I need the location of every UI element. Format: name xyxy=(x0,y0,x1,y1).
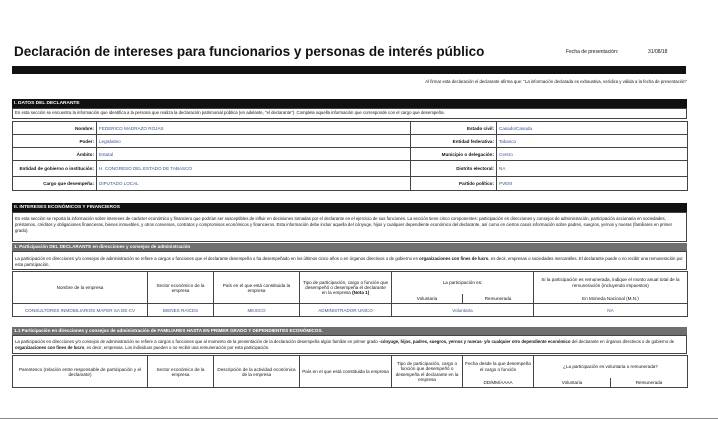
subsection-1-1-header: 1.1 Participación en direcciones y consejos de administración de FAMILIARES HASTA EN PRIMER GRADO Y DEPENDIENTES ECONÓMICOS. xyxy=(12,327,687,335)
party-value: PVEM xyxy=(497,177,688,191)
date-value: 31/08/18 xyxy=(648,49,668,55)
party-label: Partido político: xyxy=(411,177,497,191)
scope-value: Estatal xyxy=(97,148,411,161)
section-1-header: I. DATOS DEL DECLARANTE xyxy=(12,99,687,108)
description-bold-text: -cónyuge, hijos, padres, suegros, yernos y nueras- y/o cualquier otro dependiente económico xyxy=(379,339,571,344)
subsection-1-description xyxy=(12,251,687,270)
description-text: , es decir, empresas o sociedades mercantiles. El declarante puede o no recibir una remuneración por esta participación. xyxy=(15,256,683,267)
date-label: Fecha de presentación: xyxy=(566,49,619,55)
state-value: Tabasco xyxy=(497,135,688,148)
table-row xyxy=(13,177,688,191)
bottom-divider xyxy=(0,418,718,419)
district-label: Distrito electoral: xyxy=(411,161,497,177)
col-currency: En Moneda Nacional (M.N.) xyxy=(534,294,688,304)
civil-status-value: Casado/Casada xyxy=(497,122,688,135)
section-1-description: En esta sección se encuentra la información que identifica a la persona que realiza la declaración patrimonial pública (en adelante, "el declarante"). Complete aquella información que corresponde con el cargo que desempeña. xyxy=(12,108,687,119)
col-kinship: Parentesco (relación entre responsable de participación y el declarante) xyxy=(13,356,148,388)
description-text: La participación en direcciones y/o consejos de administración se refiere a cargos o funciones que al momento de la presentación de la declaración desempeña algún familiar en primer grado xyxy=(15,339,380,344)
subsection-1-header: 1. Participación DEL DECLARANTE en direcciones y consejos de administración xyxy=(12,243,687,251)
col-voluntary: Voluntaria xyxy=(534,378,611,388)
description-text: , es decir, empresas. Los individuos pueden o no recibir una remuneración por esta participación. xyxy=(84,345,270,350)
company-name-cell: CONSULTORES INMOBILIARIOS MAFER SA DE CV xyxy=(13,304,148,317)
col-sector: Sector económico de la empresa xyxy=(148,272,214,304)
table-header-row xyxy=(13,356,688,378)
table-row xyxy=(13,161,688,177)
col-participation-is: La participación es: xyxy=(392,272,534,294)
position-label: Cargo que desempeña: xyxy=(13,177,97,191)
position-value: DIPUTADO LOCAL xyxy=(97,177,411,191)
subsection-1-1-description xyxy=(12,335,687,354)
declarant-data-table xyxy=(12,121,688,191)
table-row xyxy=(13,135,688,148)
municipality-label: Municipio o delegación: xyxy=(411,148,497,161)
table-row xyxy=(13,304,688,317)
name-value: FEDERICO MADRAZO ROJAS xyxy=(97,122,411,135)
col-participation-type xyxy=(300,272,392,304)
col-sector: Sector económico de la empresa xyxy=(148,356,214,388)
state-label: Entidad federativa: xyxy=(411,135,497,148)
scope-label: Ámbito: xyxy=(13,148,97,161)
institution-label: Entidad de gobierno o institución: xyxy=(13,161,97,177)
country-cell: MEXICO xyxy=(214,304,300,317)
municipality-value: Centro xyxy=(497,148,688,161)
table-header-row xyxy=(13,272,688,294)
table-row xyxy=(13,148,688,161)
col-participation-type: Tipo de participación, cargo o función que desempeñó o desempeña el declarante en la empresa xyxy=(392,356,463,388)
col-paid: Remunerada xyxy=(463,294,534,304)
section-2-description: En esta sección se reporta la información sobre intereses de carácter económico y financiero que podrían ser susceptibles de influir en decisiones tomadas por el declarante en el ejercicio de sus funciones. La sección tiene cinco componentes: participación en direcciones y consejos de administración, participación accionaria en sociedades, préstamos, créditos y obligaciones financieras, bienes inmuebles, y otros convenios, contratos y compromisos económicos y financieros. Esta información debe incluir aquella del cónyuge, hijos y cualquier dependiente económico del declarante, así como en ciertos casos información sobre padres, suegros, yernos y nueras (familiares en primer grado). xyxy=(12,212,687,242)
col-paid: Remunerada xyxy=(611,378,688,388)
district-value: NA xyxy=(497,161,688,177)
disclaimer-text: Al firmar esta declaración el declarante afirma que: "La información declarada es exhaustiva, verídica y válida a la fecha de presentación" xyxy=(425,79,687,84)
note-1: (Nota 1) xyxy=(352,290,370,295)
page-title: Declaración de intereses para funcionarios y personas de interés público xyxy=(14,44,485,59)
power-value: Legislativo xyxy=(97,135,411,148)
col-country: País en el que está constituida la empresa xyxy=(214,272,300,304)
col-participation-type-text: Tipo de participación, cargo o función que desempeñó o desempeña el declarante en la empresa xyxy=(302,280,389,295)
col-remuneration: Si la participación es remunerada, indique el monto anual total de la remuneración (incluyendo impuestos) xyxy=(534,272,688,294)
col-voluntary: Voluntaria xyxy=(392,294,463,304)
declarant-boards-table xyxy=(12,271,688,317)
header-bar xyxy=(12,66,686,74)
description-text: del declarante en órganos directivos o de gobierno de xyxy=(570,339,675,344)
institution-value: H. CONGRESO DEL ESTADO DE TABASCO xyxy=(97,161,411,177)
civil-status-label: Estado civil: xyxy=(411,122,497,135)
section-2-header: II. INTERESES ECONÓMICOS Y FINANCIEROS xyxy=(12,203,687,212)
description-text: La participación en direcciones y/o consejos de administración se refiere a cargos o funciones que el declarante desempeña o ha desempeñado en los últimos cinco años o en órganos directivos o de gobierno en xyxy=(15,256,420,261)
name-label: Nombre: xyxy=(13,122,97,135)
col-date-format: DD/MM/AAAA xyxy=(463,378,534,388)
col-country: País en el que está constituida la empresa xyxy=(300,356,392,388)
participation-cell: Voluntaria xyxy=(392,304,534,317)
table-row xyxy=(13,122,688,135)
description-bold-text: organizaciones con fines de lucro xyxy=(15,345,85,350)
family-boards-table xyxy=(12,355,688,388)
col-participation-question: ¿La participación es voluntaria o remunerada? xyxy=(534,356,688,378)
description-bold-text: organizaciones con fines de lucro xyxy=(419,256,489,261)
col-activity: Descripción de la actividad económica de la empresa xyxy=(214,356,300,388)
col-company-name: Nombre de la empresa xyxy=(13,272,148,304)
col-since-date: Fecha desde la que desempeña el cargo o función xyxy=(463,356,534,378)
amount-cell: NA xyxy=(534,304,688,317)
participation-type-cell: ADMINISTRADOR UNICO xyxy=(300,304,392,317)
power-label: Poder: xyxy=(13,135,97,148)
sector-cell: BIENES RAICES xyxy=(148,304,214,317)
